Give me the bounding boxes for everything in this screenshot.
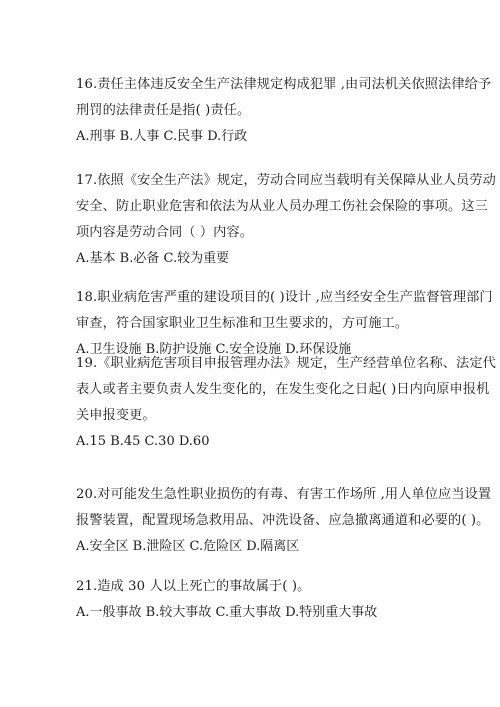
question-17-line-1: 17.依照《安全生产法》规定，劳动合同应当载明有关保障从业人员劳动 xyxy=(76,173,496,188)
question-17 xyxy=(76,168,496,270)
question-21-line-1: 21.造成 30 人以上死亡的事故属于( )。 xyxy=(76,579,311,594)
question-19-line-3: 关申报变更。 xyxy=(76,408,156,423)
question-20 xyxy=(76,482,492,558)
question-16-line-2: 刑罚的法律责任是指( )责任。 xyxy=(76,103,251,118)
question-16 xyxy=(76,72,492,148)
question-17-line-2: 安全、防止职业危害和依法为从业人员办理工伤社会保险的事项。这三 xyxy=(76,199,488,214)
question-17-line-3: 项内容是劳动合同（ ）内容。 xyxy=(76,225,254,240)
question-18 xyxy=(76,285,493,361)
question-19-line-2: 表人或者主要负责人发生变化的，在发生变化之日起( )日内向原申报机 xyxy=(76,382,490,397)
question-20-line-1: 20.对可能发生急性职业损伤的有毒、有害工作场所 ,用人单位应当设置 xyxy=(76,487,492,502)
question-20-options: A.安全区 B.泄险区 C.危险区 D.隔离区 xyxy=(76,539,300,554)
question-21 xyxy=(76,574,436,624)
question-16-line-1: 16.责任主体违反安全生产法律规定构成犯罪 ,由司法机关依照法律给予 xyxy=(76,77,492,92)
question-19 xyxy=(76,351,496,453)
question-19-options: A.15 B.45 C.30 D.60 xyxy=(76,434,210,449)
question-16-options: A.刑事 B.人事 C.民事 D.行政 xyxy=(76,129,248,144)
question-21-options: A.一般事故 B.较大事故 C.重大事故 D.特别重大事故 xyxy=(76,605,378,620)
question-19-line-1: 19.《职业病危害项目申报管理办法》规定，生产经营单位名称、法定代 xyxy=(76,356,496,371)
question-18-options: A.卫生设施 B.防护设施 C.安全设施 D.环保设施 xyxy=(76,342,352,357)
question-18-line-1: 18.职业病危害严重的建设项目的( )设计 ,应当经安全生产监督管理部门 xyxy=(76,290,493,305)
question-20-line-2: 报警装置，配置现场急救用品、冲洗设备、应急撤离通道和必要的( )。 xyxy=(76,513,490,528)
question-17-options: A.基本 B.必备 C.较为重要 xyxy=(76,251,230,266)
question-18-line-2: 审查，符合国家职业卫生标准和卫生要求的，方可施工。 xyxy=(76,316,409,331)
